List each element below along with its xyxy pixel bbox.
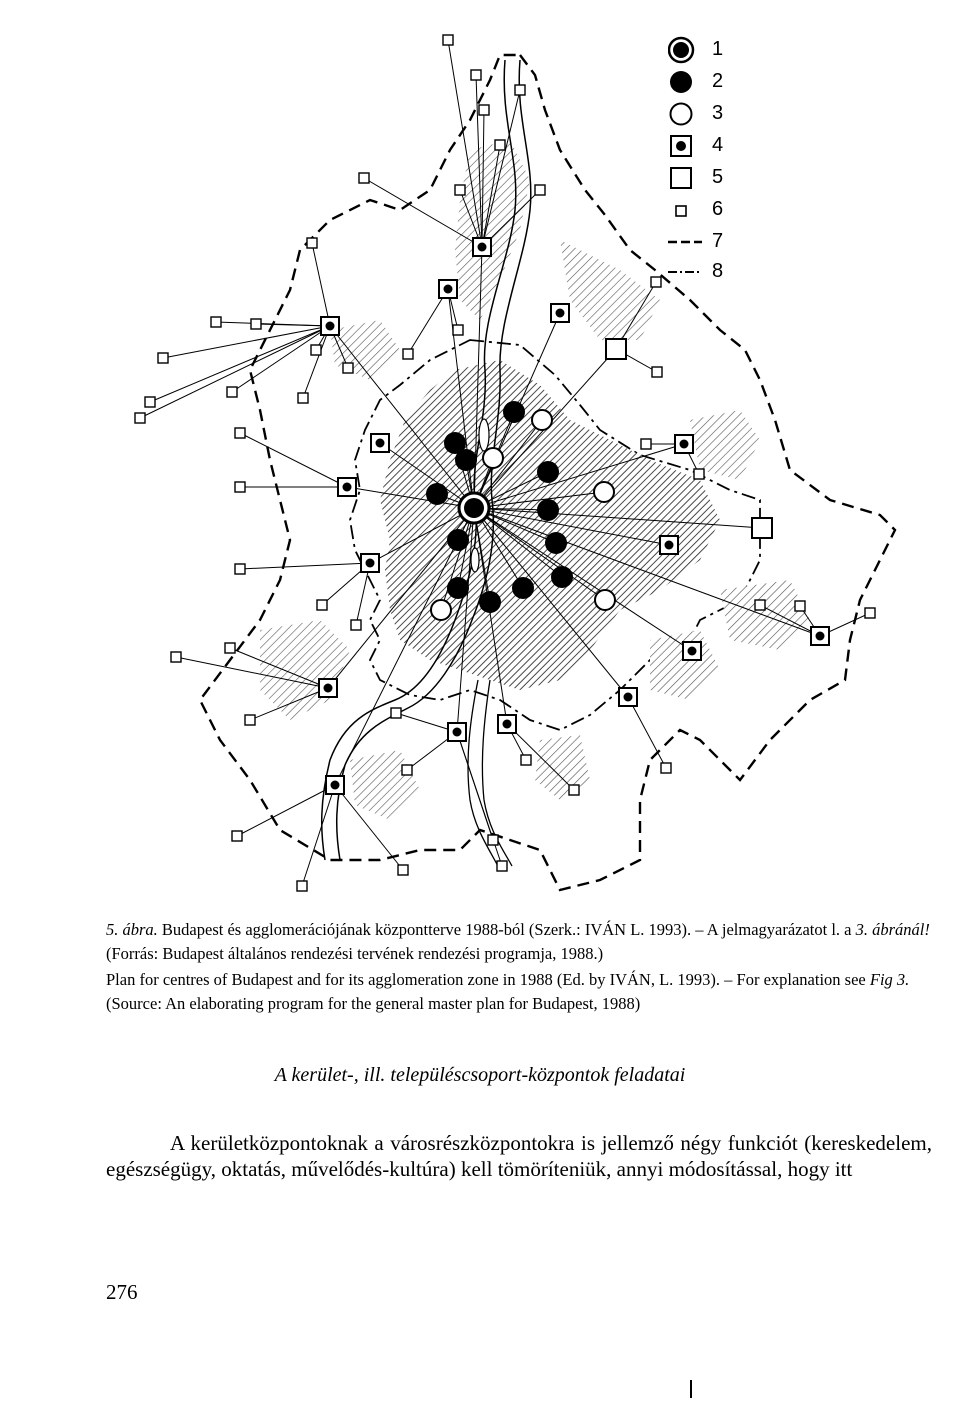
settlement-group-centre-symbol <box>448 723 466 741</box>
legend-label: 3 <box>712 102 724 124</box>
local-centre-symbol <box>652 367 662 377</box>
local-centre-symbol <box>453 325 463 335</box>
planned-district-centre-symbol <box>431 600 451 620</box>
connector-line <box>240 433 347 487</box>
connector-line <box>628 697 666 768</box>
page-number: 276 <box>106 1280 138 1304</box>
settlement-group-centre-symbol <box>619 688 637 706</box>
settlement-group-centre-symbol <box>326 776 344 794</box>
legend-label: 7 <box>712 230 724 252</box>
legend-label: 1 <box>712 38 724 60</box>
main-centre-symbol <box>459 493 489 523</box>
caption-english <box>106 968 936 1015</box>
district-centre-symbol <box>545 532 567 554</box>
caption-hungarian <box>106 918 936 965</box>
planned-district-centre-symbol <box>532 410 552 430</box>
planned-district-centre-symbol <box>594 482 614 502</box>
local-centre-symbol <box>641 439 651 449</box>
local-centre-symbol <box>311 345 321 355</box>
settlement-group-centre-symbol <box>811 627 829 645</box>
caption-hu-text: Budapest és agglomerációjának központterve 1988-ból (Szerk.: IVÁN L. 1993). – A jelmagyarázatot l. a <box>161 920 852 939</box>
local-centre-symbol <box>865 608 875 618</box>
local-centre-symbol <box>225 643 235 653</box>
body-paragraph: A kerületközpontoknak a városrészközpontokra is jellemző négy funkciót (kereskedelem, egészségügy, oktatás, művelődés-kultúra) kell tömöríteniük, annyi módosítással, hogy itt <box>106 1131 932 1181</box>
scan-mark <box>690 1380 692 1398</box>
local-centre-symbol <box>661 763 671 773</box>
local-centre-symbol <box>235 564 245 574</box>
legend-item-7 <box>668 228 748 256</box>
body-text <box>106 1130 932 1182</box>
district-centre-symbol <box>426 483 448 505</box>
caption-hu-ref: 3. ábránál! <box>855 920 930 939</box>
legend-item-2 <box>668 68 748 96</box>
district-centre-symbol <box>537 461 559 483</box>
local-centre-symbol <box>694 469 704 479</box>
local-centre-symbol <box>521 755 531 765</box>
local-centre-symbol <box>479 105 489 115</box>
local-centre-symbol <box>455 185 465 195</box>
settlement-group-centre-symbol <box>338 478 356 496</box>
local-centre-symbol <box>398 865 408 875</box>
district-centre-symbol <box>447 529 469 551</box>
section-heading: A kerület-, ill. településcsoport-központok feladatai <box>274 1064 686 1086</box>
connector-line <box>163 326 330 358</box>
figure-caption <box>106 918 936 1015</box>
settlement-group-centre-symbol <box>439 280 457 298</box>
legend-item-5 <box>668 164 748 192</box>
district-centre-symbol <box>512 577 534 599</box>
settlement-group-centre-symbol <box>371 434 389 452</box>
settlement-group-centre-symbol <box>675 435 693 453</box>
legend-item-8 <box>668 258 748 286</box>
ringed-dot-circle-icon <box>668 36 702 64</box>
planned-district-centre-symbol <box>483 448 503 468</box>
caption-hu-source: (Forrás: Budapest általános rendezési tervének rendezési programja, 1988.) <box>106 943 604 963</box>
caption-en-source: (Source: An elaborating program for the general master plan for Budapest, 1988) <box>106 993 641 1013</box>
local-centre-symbol <box>251 319 261 329</box>
settlement-group-centre-symbol <box>361 554 379 572</box>
filled-circle-icon <box>668 68 702 96</box>
local-centre-symbol <box>307 238 317 248</box>
local-centre-symbol <box>569 785 579 795</box>
dash-dot-line-icon <box>668 258 702 286</box>
local-centre-symbol <box>227 387 237 397</box>
district-centre-symbol <box>455 449 477 471</box>
connector-line <box>240 563 370 569</box>
local-centre-symbol <box>495 140 505 150</box>
connector-line <box>140 326 330 418</box>
legend-label: 5 <box>712 166 724 188</box>
legend-item-4 <box>668 132 748 160</box>
local-centre-symbol <box>535 185 545 195</box>
local-centre-symbol <box>235 428 245 438</box>
district-centre-symbol <box>503 401 525 423</box>
dashed-line-icon <box>668 228 702 256</box>
caption-figure-label: ábra. <box>122 920 158 939</box>
legend-label: 2 <box>712 70 724 92</box>
legend-label: 4 <box>712 134 724 156</box>
local-centre-symbol <box>232 831 242 841</box>
local-centre-symbol <box>245 715 255 725</box>
local-centre-symbol <box>158 353 168 363</box>
local-centre-symbol <box>651 277 661 287</box>
caption-en-text: Plan for centres of Budapest and for its agglomeration zone in 1988 (Ed. by IVÁN, L. 1993). – For explanation see <box>106 970 866 989</box>
legend-item-6 <box>668 196 748 224</box>
settlement-group-centre-symbol <box>660 536 678 554</box>
connector-line <box>232 326 330 392</box>
planned-group-centre-symbol <box>606 339 626 359</box>
local-centre-symbol <box>145 397 155 407</box>
legend-item-1 <box>668 36 748 64</box>
local-centre-symbol <box>755 600 765 610</box>
local-centre-symbol <box>171 652 181 662</box>
legend-label: 8 <box>712 260 724 282</box>
local-centre-symbol <box>298 393 308 403</box>
caption-figure-number: 5. <box>106 920 119 939</box>
district-centre-symbol <box>447 577 469 599</box>
local-centre-symbol <box>359 173 369 183</box>
local-centre-symbol <box>497 861 507 871</box>
local-centre-symbol <box>135 413 145 423</box>
settlement-group-centre-symbol <box>319 679 337 697</box>
local-centre-symbol <box>211 317 221 327</box>
local-centre-symbol <box>471 70 481 80</box>
settlement-group-centre-symbol <box>321 317 339 335</box>
dotted-square-icon <box>668 132 702 160</box>
local-centre-symbol <box>297 881 307 891</box>
local-centre-symbol <box>235 482 245 492</box>
local-centre-symbol <box>515 85 525 95</box>
settlement-group-centre-symbol <box>551 304 569 322</box>
local-centre-symbol <box>391 708 401 718</box>
open-circle-icon <box>668 100 702 128</box>
connector-line <box>150 326 330 402</box>
local-centre-symbol <box>343 363 353 373</box>
planned-group-centre-symbol <box>752 518 772 538</box>
local-centre-symbol <box>402 765 412 775</box>
small-square-icon <box>668 196 702 224</box>
local-centre-symbol <box>317 600 327 610</box>
local-centre-symbol <box>443 35 453 45</box>
connector-line <box>312 243 330 326</box>
local-centre-symbol <box>351 620 361 630</box>
settlement-group-centre-symbol <box>683 642 701 660</box>
settlement-group-centre-symbol <box>473 238 491 256</box>
settlement-group-centre-symbol <box>498 715 516 733</box>
connector-line <box>237 785 335 836</box>
district-centre-symbol <box>479 591 501 613</box>
district-centre-symbol <box>537 499 559 521</box>
planned-district-centre-symbol <box>595 590 615 610</box>
open-square-icon <box>668 164 702 192</box>
legend-label: 6 <box>712 198 724 220</box>
local-centre-symbol <box>403 349 413 359</box>
legend-item-3 <box>668 100 748 128</box>
district-centre-symbol <box>551 566 573 588</box>
local-centre-symbol <box>795 601 805 611</box>
local-centre-symbol <box>488 835 498 845</box>
caption-en-ref: Fig 3. <box>869 970 910 989</box>
